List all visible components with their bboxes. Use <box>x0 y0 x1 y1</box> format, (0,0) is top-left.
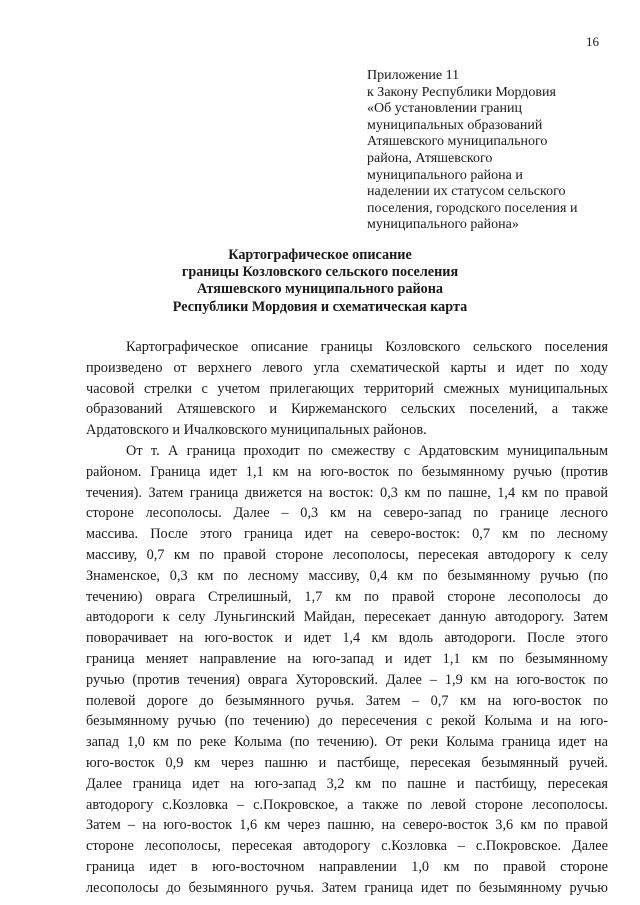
text-line: Затем – на юго-восток 1,6 км через пашню, на северо-восток 3,6 км по правой <box>86 817 608 834</box>
title-line: Атяшевского муниципального района <box>196 281 444 298</box>
text-line: образований Атяшевского и Киржеманского сельских поселений, а также <box>86 401 608 418</box>
text-line: Ардатовского и Ичалковского муниципальных районов. <box>86 422 427 439</box>
title-line: Картографическое описание <box>228 247 412 263</box>
text-line: лесополосы до безымянного ручья. Затем граница идет по безымянному ручью <box>86 879 608 896</box>
page-number: 16 <box>586 34 599 49</box>
text-line: граница идет в юго-восточном направлении 1,0 км по правой стороне <box>86 858 608 875</box>
title-line: границы Козловского сельского поселения <box>181 264 459 281</box>
paragraph-2 <box>86 441 608 899</box>
text-line: массиву, 0,7 км по правой стороне лесополосы, пересекая автодорогу к селу <box>86 546 608 563</box>
text-line: автодорогу с.Козловка – с.Покровское, а также по левой стороне лесополосы. <box>86 796 608 813</box>
text-line: Далее граница идет на юго-запад 3,2 км по пашне и пастбищу, пересекая <box>86 775 608 792</box>
text-line: стороне лесополосы. Далее – 0,3 км на северо-запад по границе лесного <box>86 505 608 522</box>
body-text <box>86 337 608 899</box>
title-line: Республики Мордовия и схематическая карта <box>172 298 468 315</box>
text-line: граница меняет направление на юго-запад и идет 1,1 км по безымянному <box>86 650 608 667</box>
appendix-line: муниципальных образований <box>367 117 543 133</box>
text-line: Знаменское, 0,3 км по лесному массиву, 0,4 км по безымянному ручью (по <box>86 567 608 584</box>
appendix-line: «Об установлении границ <box>367 101 522 117</box>
text-line: часовой стрелки с учетом прилегающих территорий смежных муниципальных <box>86 380 608 397</box>
text-line: стороне лесополосы, пересекая автодорогу с.Козловка – с.Покровское. Далее <box>86 838 608 855</box>
text-line: ручью (против течения) оврага Хуторовский. Далее – 1,9 км на юго-восток по <box>86 671 608 688</box>
appendix-line: района, Атяшевского <box>367 150 493 166</box>
text-line: Картографическое описание границы Козловского сельского поселения <box>126 339 608 355</box>
text-line: От т. А граница проходит по смежеству с Ардатовским муниципальным <box>126 442 608 459</box>
appendix-line: поселения, городского поселения и <box>367 200 578 216</box>
appendix-header <box>367 68 617 234</box>
text-line: течения). Затем граница движется на восток: 0,3 км по пашне, 1,4 км по правой <box>86 484 608 501</box>
appendix-line: к Закону Республики Мордовия <box>367 84 556 100</box>
text-line: массива. После этого граница идет на северо-восток: 0,7 км по лесному <box>86 526 608 543</box>
paragraph-1 <box>86 337 608 441</box>
appendix-line: Приложение 11 <box>367 68 460 83</box>
text-line: течению) оврага Стрелишный, 1,7 км по правой стороне лесополосы до <box>86 588 608 605</box>
appendix-line: Атяшевского муниципального <box>367 134 548 150</box>
text-line: запад 1,0 км по реке Колыма (по течению). От реки Колыма граница идет на <box>86 734 608 751</box>
text-line: районом. Граница идет 1,1 км на юго-восток по безымянному ручью (против <box>86 463 608 480</box>
text-line: полевой дороге до безымянного ручья. Затем – 0,7 км на юго-восток по <box>86 692 608 709</box>
appendix-line: муниципального района» <box>367 217 519 233</box>
appendix-line: муниципального района и <box>367 167 523 183</box>
document-title <box>90 247 550 316</box>
text-line: произведено от верхнего левого угла схематической карты и идет по ходу <box>86 359 608 376</box>
text-line: автодороги к селу Луньгинский Майдан, пересекает данную автодорогу. Затем <box>86 609 608 626</box>
text-line: поворачивает на юго-восток и идет 1,4 км вдоль автодороги. После этого <box>86 630 608 647</box>
appendix-line: наделении их статусом сельского <box>367 184 566 200</box>
text-line: юго-восток 0,9 км через пашню и пастбище, пересекая безымянный ручей. <box>86 754 608 771</box>
text-line: безымянному ручью (по течению) до пересечения с рекой Колыма и на юго- <box>86 713 608 730</box>
